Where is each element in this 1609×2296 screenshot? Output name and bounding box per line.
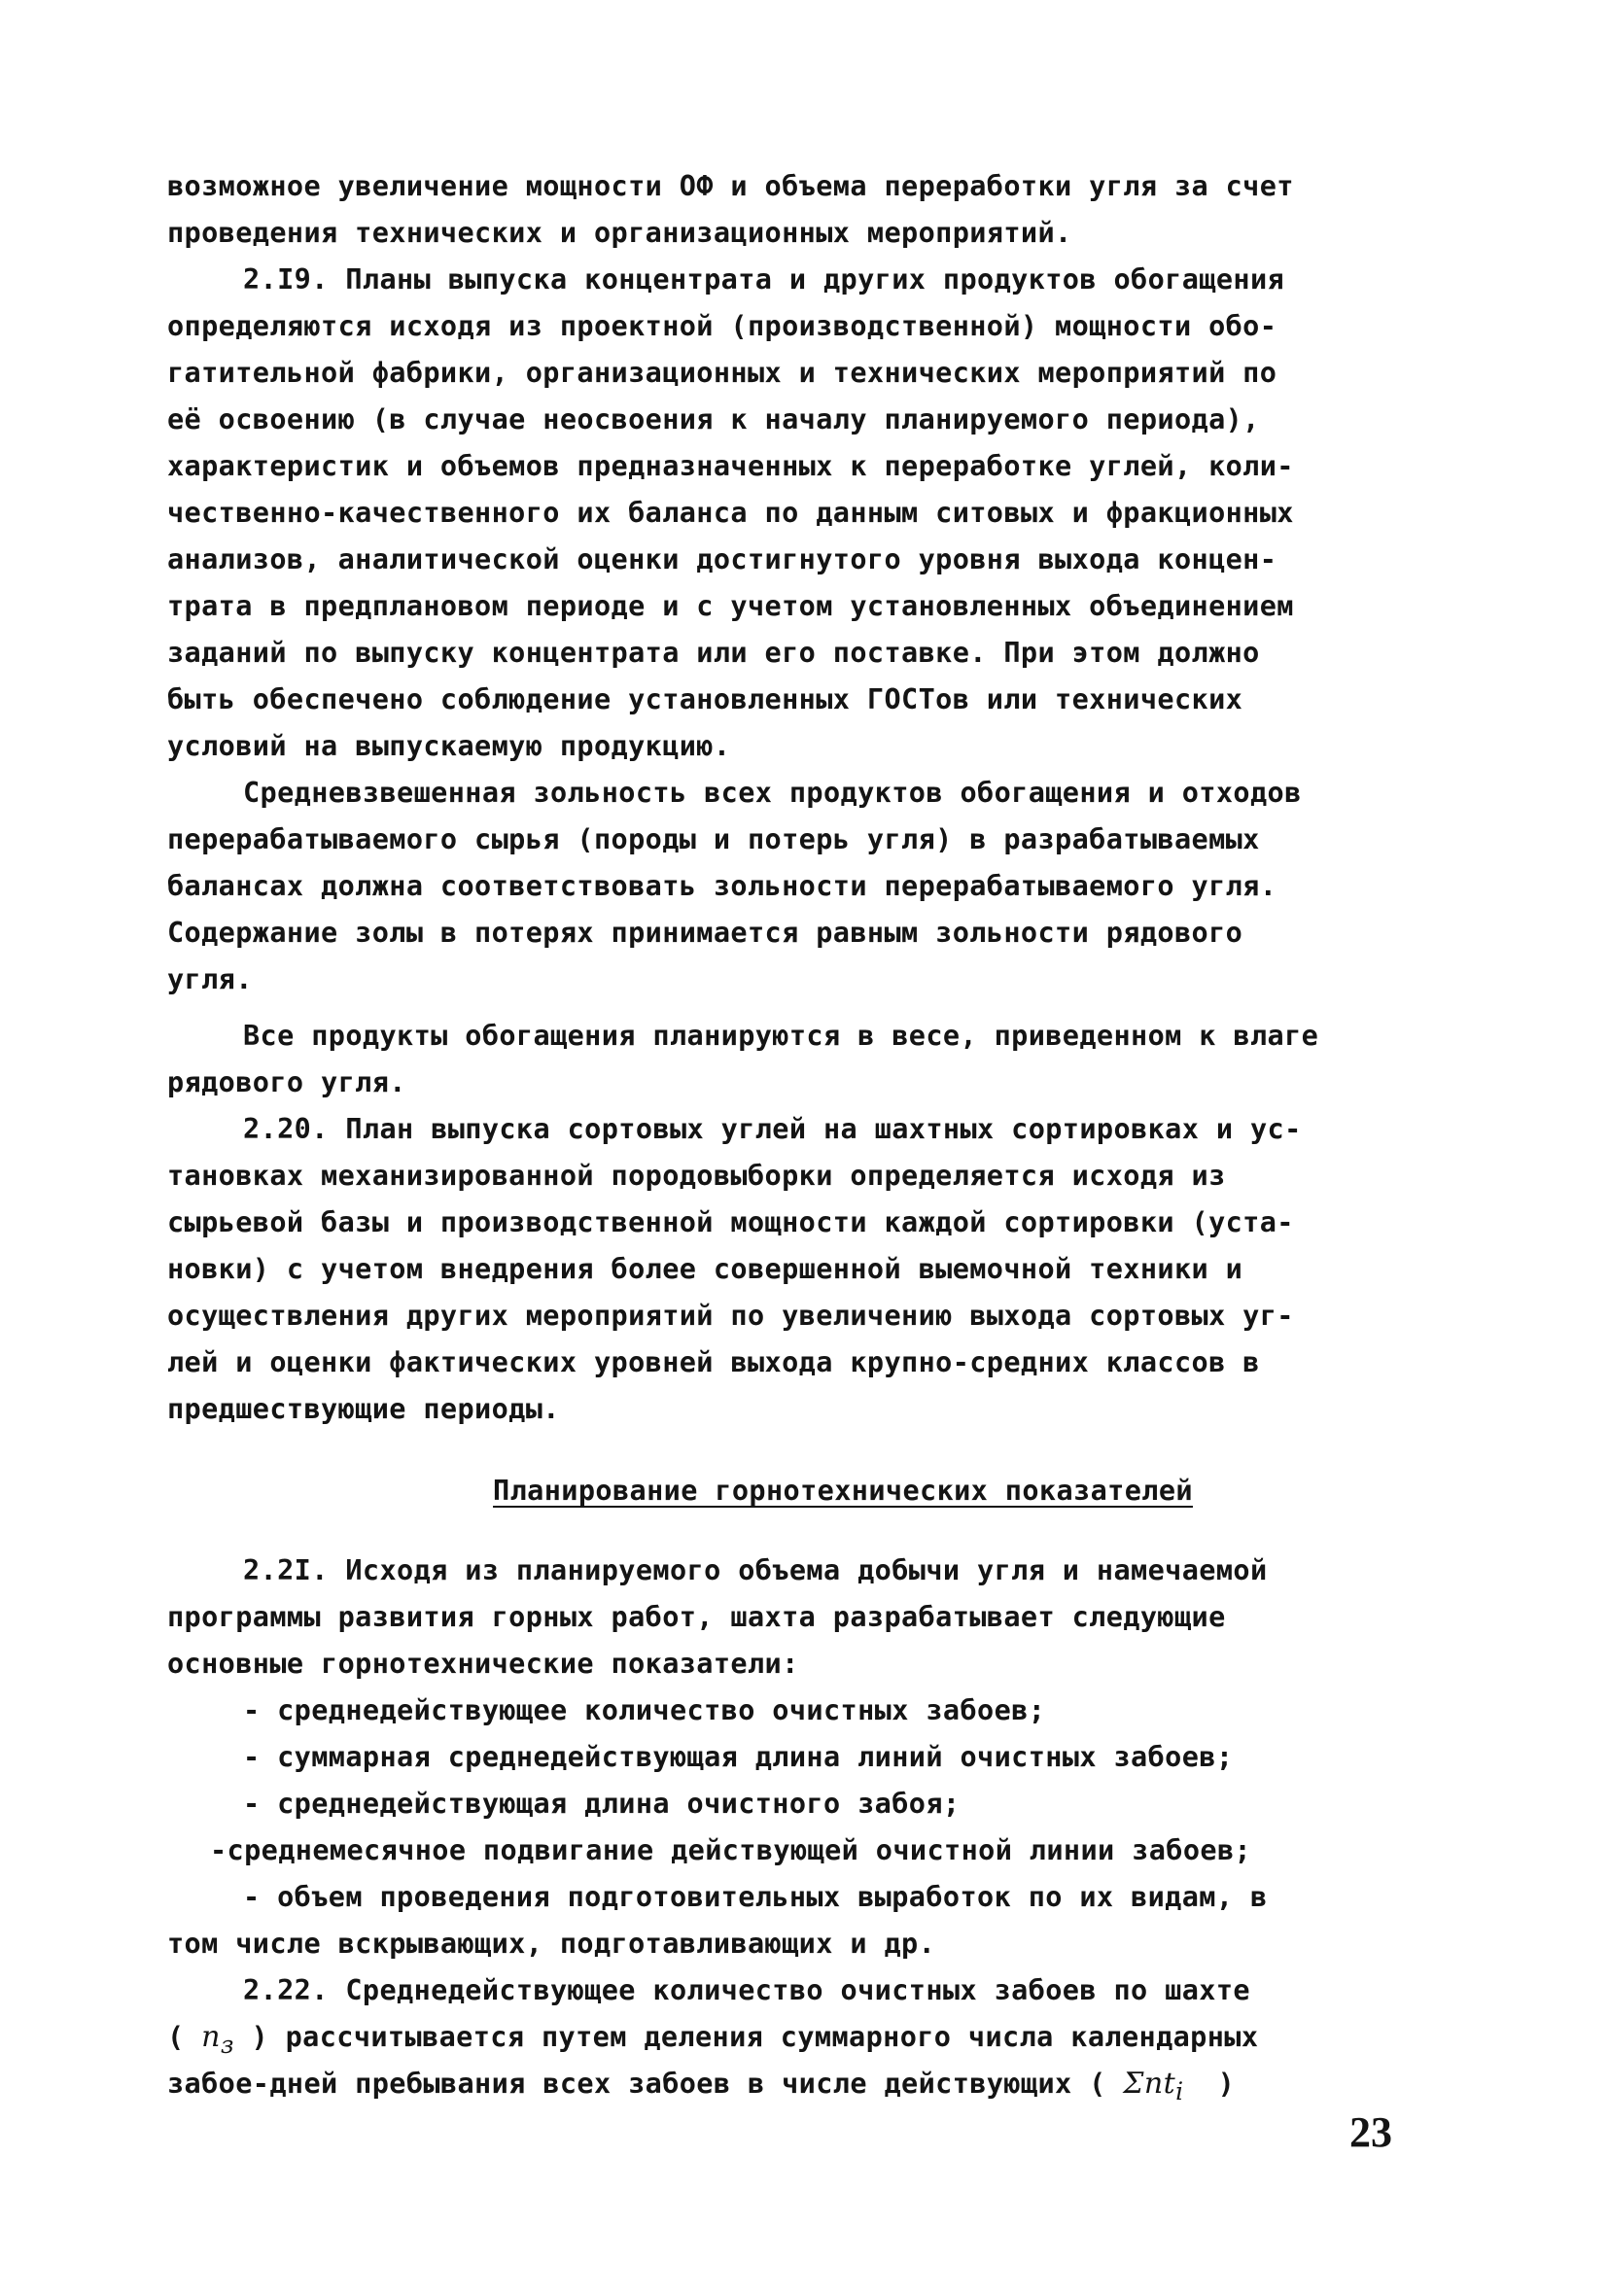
text-line: рядового угля. bbox=[167, 1066, 406, 1098]
text-line: программы развития горных работ, шахта разрабатывает следующие bbox=[167, 1601, 1226, 1633]
text-line: чественно-качественного их баланса по данным ситовых и фракционных bbox=[167, 497, 1294, 529]
text-line: характеристик и объемов предназначенных к переработке углей, коли- bbox=[167, 450, 1294, 482]
text-line: балансах должна соответствовать зольности перерабатываемого угля. bbox=[167, 870, 1277, 902]
text-span: забое-дней пребывания всех забоев в числе действующих ( bbox=[167, 2068, 1106, 2100]
text-span: ) рассчитывается путем деления суммарного числа календарных bbox=[251, 2021, 1259, 2053]
text-line: проведения технических и организационных мероприятий. bbox=[167, 217, 1072, 249]
handwritten-formula bbox=[1123, 2067, 1184, 2105]
body-text bbox=[167, 163, 1431, 2107]
text-line: 2.I9. Планы выпуска концентрата и других продуктов обогащения bbox=[243, 263, 1285, 296]
text-line: новки) с учетом внедрения более совершенной выемочной техники и bbox=[167, 1253, 1243, 1285]
page-number: 23 bbox=[1349, 2108, 1392, 2156]
text-line: 2.20. План выпуска сортовых углей на шахтных сортировках и ус- bbox=[243, 1113, 1302, 1145]
text-line: гатительной фабрики, организационных и технических мероприятий по bbox=[167, 357, 1277, 389]
text-line-with-formula bbox=[167, 2014, 1431, 2061]
text-line: заданий по выпуску концентрата или его поставке. При этом должно bbox=[167, 637, 1260, 669]
text-line: трата в предплановом периоде и с учетом установленных объединением bbox=[167, 590, 1294, 622]
text-line: возможное увеличение мощности ОФ и объема переработки угля за счет bbox=[167, 170, 1294, 202]
formula-symbol: Σnt bbox=[1123, 2067, 1176, 2101]
text-line: тановках механизированной породовыборки определяется исходя из bbox=[167, 1160, 1226, 1192]
list-item: том числе вскрывающих, подготавливающих и др. bbox=[167, 1928, 936, 1960]
text-line: её освоению (в случае неосвоения к началу планируемого периода), bbox=[167, 403, 1260, 435]
text-line: угля. bbox=[167, 963, 253, 995]
formula-symbol: n bbox=[201, 2020, 221, 2054]
open-paren: ( bbox=[167, 2021, 185, 2053]
text-line: Все продукты обогащения планируются в весе, приведенном к влаге bbox=[243, 1020, 1319, 1052]
text-line: сырьевой базы и производственной мощности каждой сортировки (уста- bbox=[167, 1206, 1294, 1238]
text-line: быть обеспечено соблюдение установленных ГОСТов или технических bbox=[167, 683, 1243, 715]
list-item: - объем проведения подготовительных выработок по их видам, в bbox=[243, 1881, 1268, 1913]
text-line: перерабатываемого сырья (породы и потерь угля) в разрабатываемых bbox=[167, 823, 1260, 855]
text-line: осуществления других мероприятий по увеличению выхода сортовых уг- bbox=[167, 1300, 1294, 1332]
text-line: определяются исходя из проектной (производственной) мощности обо- bbox=[167, 310, 1277, 342]
list-item: - суммарная среднедействующая длина линий очистных забоев; bbox=[243, 1741, 1234, 1773]
text-line: основные горнотехнические показатели: bbox=[167, 1648, 799, 1680]
text-line: условий на выпускаемую продукцию. bbox=[167, 730, 731, 762]
text-line: Средневзвешенная зольность всех продуктов обогащения и отходов bbox=[243, 777, 1302, 809]
list-item: - среднедействующее количество очистных забоев; bbox=[243, 1694, 1046, 1726]
close-paren: ) bbox=[1217, 2068, 1236, 2100]
text-line: лей и оценки фактических уровней выхода крупно-средних классов в bbox=[167, 1346, 1260, 1378]
handwritten-symbol bbox=[201, 2020, 234, 2059]
formula-subscript: з bbox=[220, 2031, 234, 2059]
text-line: 2.2I. Исходя из планируемого объема добычи угля и намечаемой bbox=[243, 1554, 1268, 1586]
text-line-with-formula bbox=[167, 2061, 1431, 2107]
section-heading: Планирование горнотехнических показателей bbox=[493, 1475, 1193, 1507]
list-item: - среднедействующая длина очистного забоя; bbox=[243, 1788, 961, 1820]
list-item: -среднемесячное подвигание действующей очистной линии забоев; bbox=[210, 1834, 1252, 1866]
formula-subscript: i bbox=[1175, 2077, 1184, 2105]
text-line: анализов, аналитической оценки достигнутого уровня выхода концен- bbox=[167, 543, 1277, 575]
text-line: 2.22. Среднедействующее количество очистных забоев по шахте bbox=[243, 1974, 1250, 2006]
text-line: Содержание золы в потерях принимается равным зольности рядового bbox=[167, 917, 1243, 949]
text-line: предшествующие периоды. bbox=[167, 1393, 560, 1425]
